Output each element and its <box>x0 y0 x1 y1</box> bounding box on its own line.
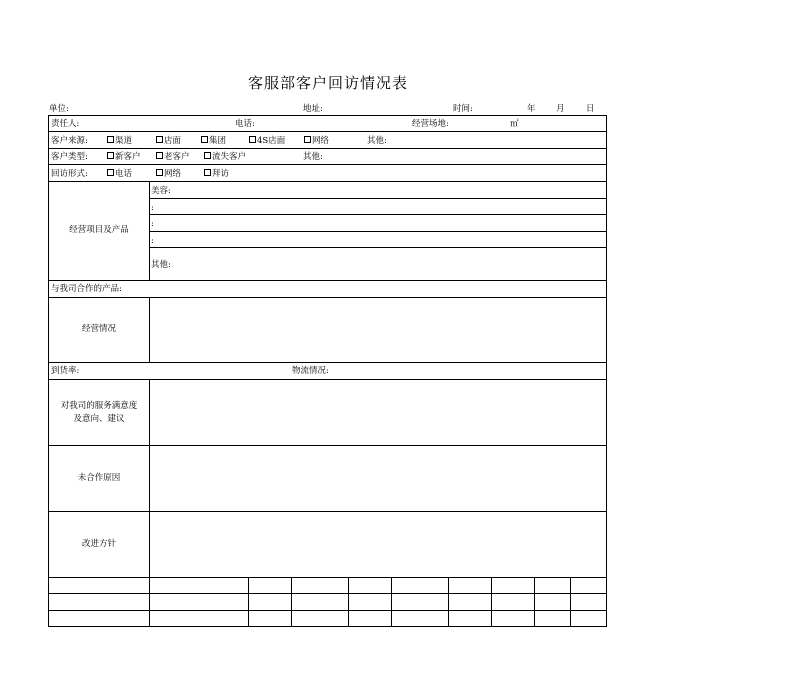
visit-option-network[interactable]: 网络 <box>156 169 181 179</box>
checkbox-icon <box>107 152 114 159</box>
visit-option-in-person[interactable]: 拜访 <box>204 169 229 179</box>
visit-form-label: 回访形式: <box>51 169 88 179</box>
checkbox-icon <box>107 136 114 143</box>
day-label: 日 <box>586 104 595 114</box>
business-site-label: 经营场地: <box>412 119 449 129</box>
checkbox-icon <box>201 136 208 143</box>
business-item-line: : <box>151 203 154 213</box>
checkbox-icon <box>204 152 211 159</box>
business-items-label: 经营项目及产品 <box>69 225 129 235</box>
address-label: 地址: <box>303 104 323 114</box>
checkbox-icon <box>156 152 163 159</box>
time-label: 时间: <box>453 104 473 114</box>
type-option-existing[interactable]: 老客户 <box>156 152 190 162</box>
source-option-store[interactable]: 店面 <box>156 136 181 146</box>
form-table <box>48 115 607 627</box>
page-title: 客服部客户回访情况表 <box>247 74 408 92</box>
visit-option-phone[interactable]: 电话 <box>107 169 132 179</box>
business-status-label: 经营情况 <box>81 324 116 334</box>
cooperation-products-label: 与我司合作的产品: <box>51 284 122 294</box>
business-item-line: : <box>151 236 154 246</box>
arrival-rate-label: 到货率: <box>51 366 80 376</box>
business-item-beauty: 美容: <box>151 186 171 196</box>
checkbox-icon <box>249 136 256 143</box>
checkbox-icon <box>304 136 311 143</box>
improvement-plan-label: 改进方针 <box>81 539 116 549</box>
checkbox-icon <box>107 169 114 176</box>
type-option-new[interactable]: 新客户 <box>107 152 141 162</box>
customer-source-label: 客户来源: <box>51 136 88 146</box>
source-other-label: 其他: <box>367 136 387 146</box>
source-option-4s-store[interactable]: 4S店面 <box>249 136 285 146</box>
checkbox-icon <box>156 136 163 143</box>
business-item-line: : <box>151 219 154 229</box>
checkbox-icon <box>156 169 163 176</box>
customer-type-label: 客户类型: <box>51 152 88 162</box>
area-unit: ㎡ <box>510 119 519 129</box>
phone-label: 电话: <box>235 119 255 129</box>
source-option-group[interactable]: 集团 <box>201 136 226 146</box>
responsible-person-label: 责任人: <box>51 119 80 129</box>
logistics-label: 物流情况: <box>292 366 329 376</box>
business-item-other: 其他: <box>151 260 171 270</box>
non-cooperation-reason-label: 未合作原因 <box>77 473 121 483</box>
satisfaction-label: 对我司的服务满意度 及意向、建议 <box>60 401 138 424</box>
checkbox-icon <box>204 169 211 176</box>
type-option-lost[interactable]: 流失客户 <box>204 152 246 162</box>
unit-label: 单位: <box>49 104 69 114</box>
source-option-network[interactable]: 网络 <box>304 136 329 146</box>
type-other-label: 其他: <box>303 152 323 162</box>
year-label: 年 <box>527 104 536 114</box>
month-label: 月 <box>556 104 565 114</box>
source-option-channel[interactable]: 渠道 <box>107 136 132 146</box>
